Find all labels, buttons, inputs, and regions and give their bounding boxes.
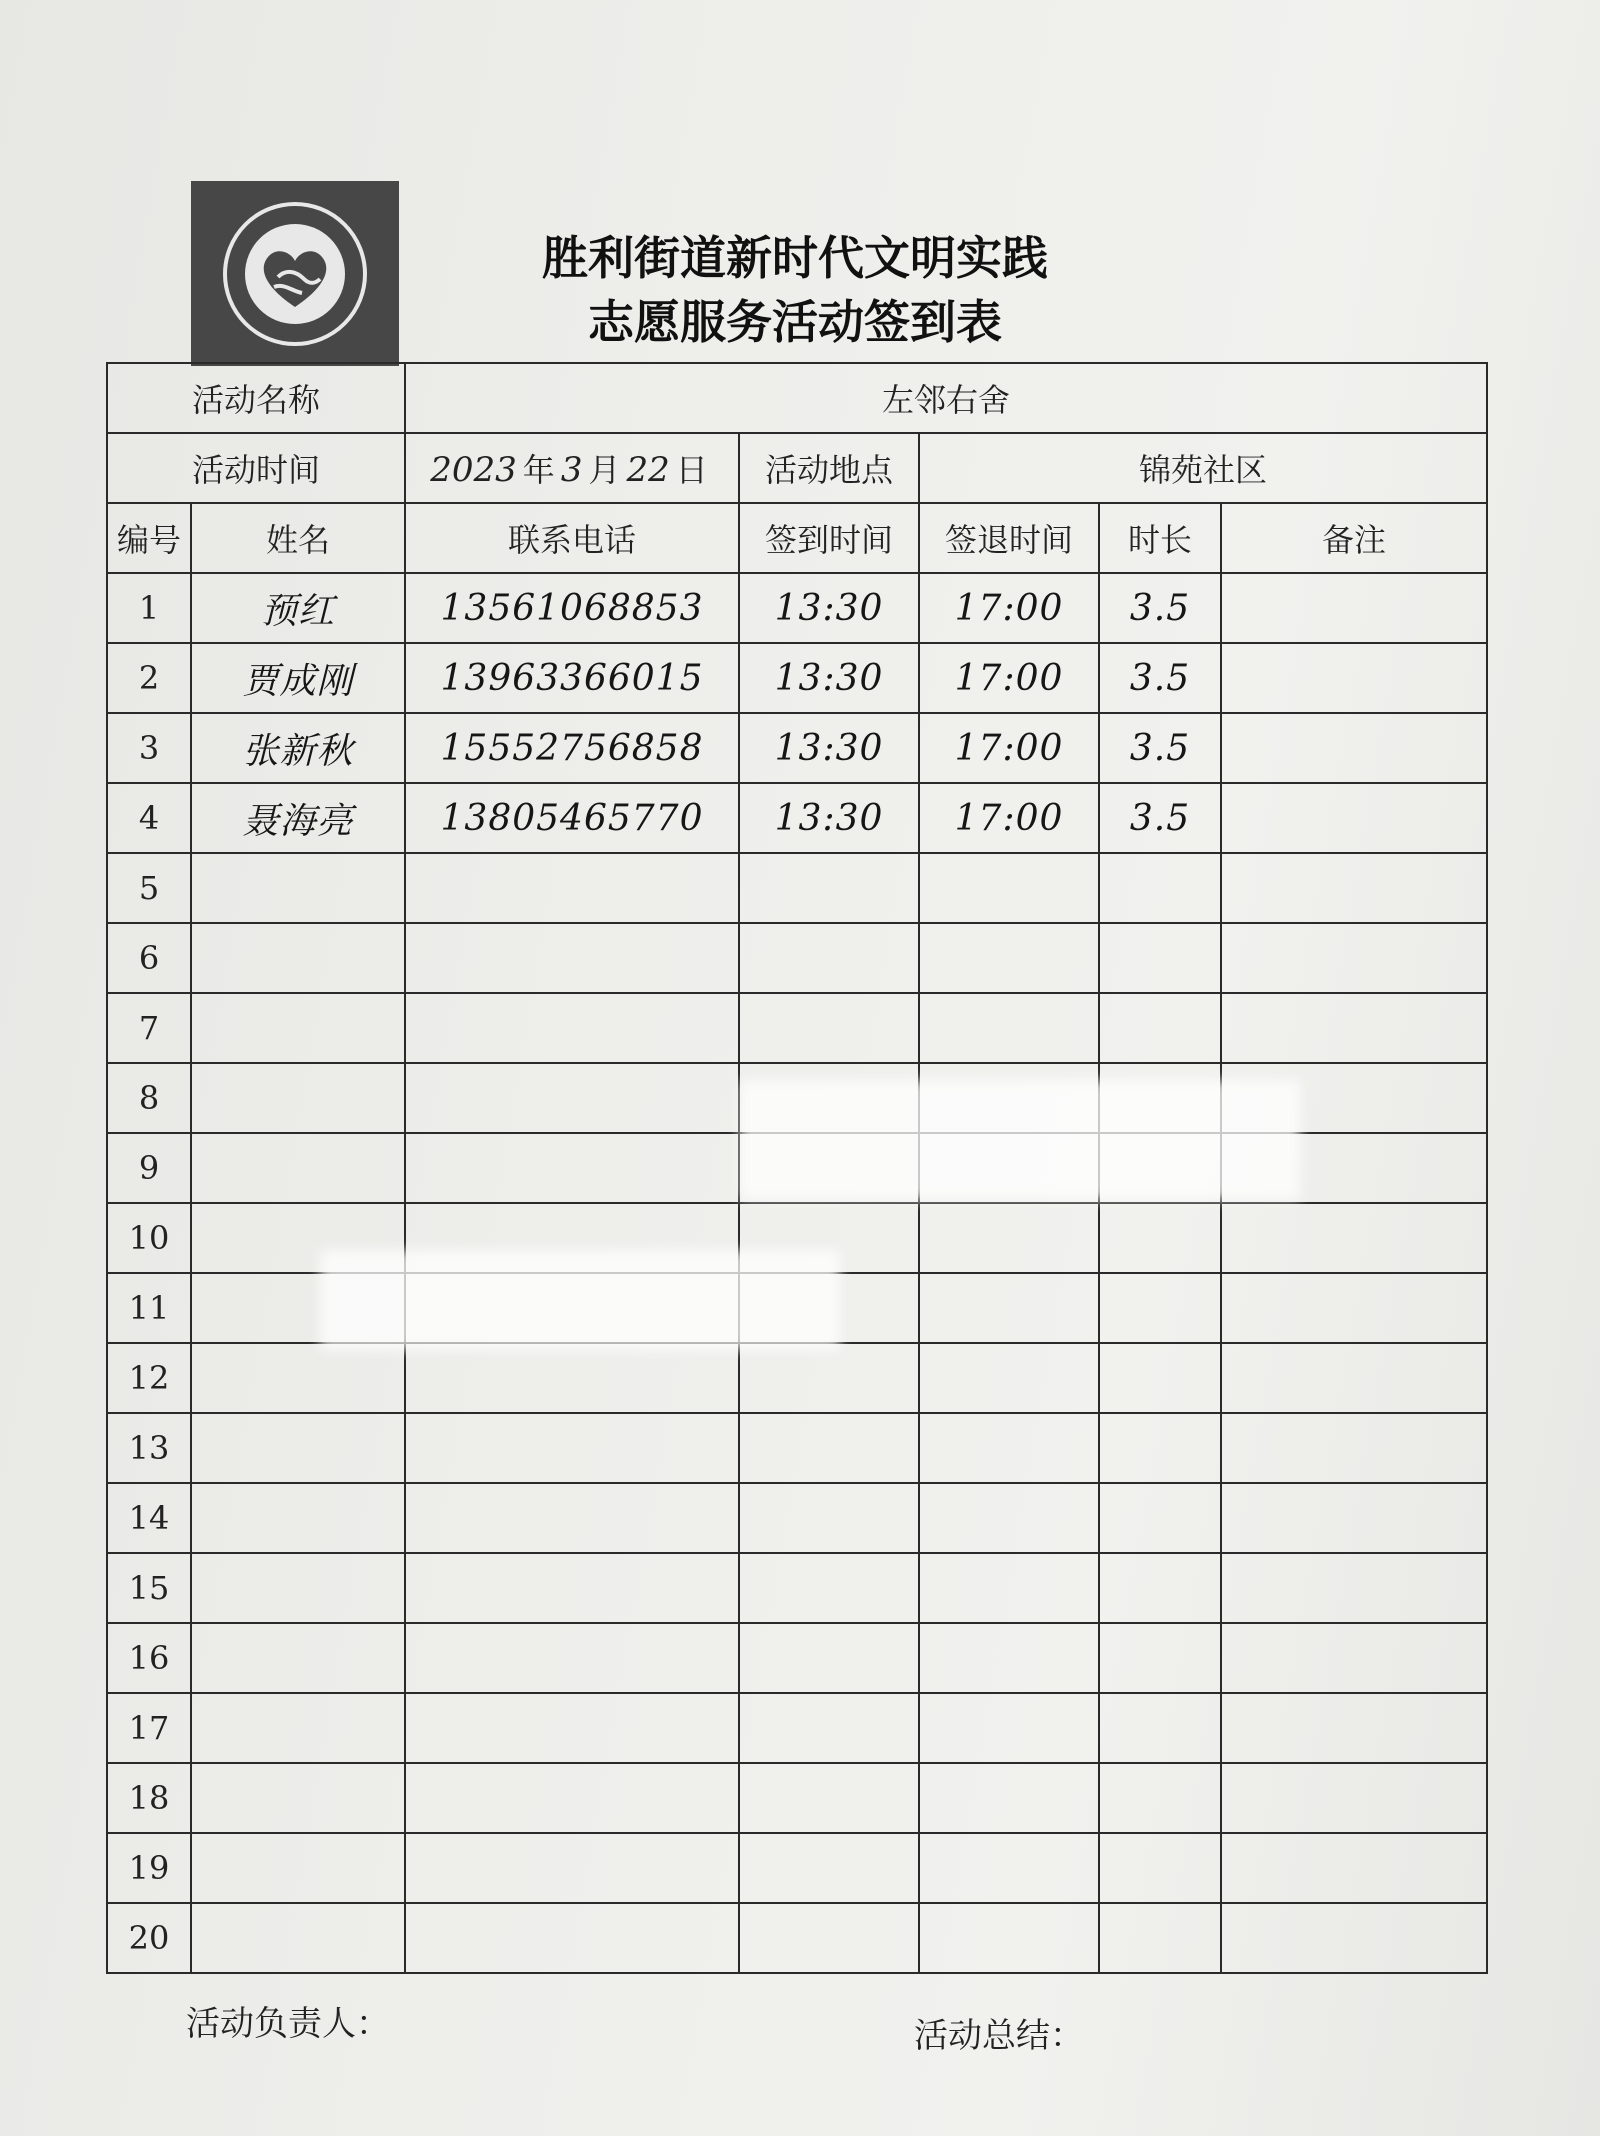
row-checkin-time-text: 13:30 bbox=[774, 797, 884, 839]
row-name[interactable] bbox=[191, 1833, 405, 1903]
row-number bbox=[107, 1063, 191, 1133]
table-row bbox=[107, 1623, 1487, 1693]
row-checkin-time[interactable] bbox=[739, 783, 919, 853]
row-number-text: 2 bbox=[138, 659, 160, 697]
row-duration[interactable] bbox=[1099, 1273, 1221, 1343]
row-checkout-time[interactable] bbox=[919, 1903, 1099, 1973]
activity-time-row bbox=[107, 433, 1487, 503]
row-name[interactable] bbox=[191, 1343, 405, 1413]
row-number bbox=[107, 1693, 191, 1763]
row-checkin-time[interactable] bbox=[739, 923, 919, 993]
activity-name-value[interactable]: 左邻右舍 bbox=[405, 363, 1487, 433]
col-header-checkin: 签到时间 bbox=[739, 503, 919, 573]
row-checkout-time[interactable] bbox=[919, 1763, 1099, 1833]
row-number-text: 20 bbox=[128, 1919, 170, 1957]
row-checkout-time[interactable] bbox=[919, 853, 1099, 923]
table-row bbox=[107, 923, 1487, 993]
row-number bbox=[107, 1833, 191, 1903]
row-checkin-time[interactable] bbox=[739, 1623, 919, 1693]
row-phone[interactable] bbox=[405, 573, 739, 643]
row-number-text: 16 bbox=[128, 1639, 170, 1677]
row-name[interactable] bbox=[191, 1623, 405, 1693]
row-duration[interactable] bbox=[1099, 713, 1221, 783]
table-row bbox=[107, 853, 1487, 923]
faded-area bbox=[740, 1080, 1300, 1200]
row-phone[interactable] bbox=[405, 1133, 739, 1203]
table-row bbox=[107, 1343, 1487, 1413]
activity-date-value[interactable] bbox=[405, 433, 739, 503]
col-header-phone: 联系电话 bbox=[405, 503, 739, 573]
row-phone[interactable] bbox=[405, 1483, 739, 1553]
row-checkin-time-text: 13:30 bbox=[774, 587, 884, 629]
row-name[interactable] bbox=[191, 853, 405, 923]
row-duration[interactable] bbox=[1099, 1483, 1221, 1553]
volunteer-logo bbox=[191, 181, 399, 366]
row-checkin-time[interactable] bbox=[739, 643, 919, 713]
row-name-text: 聂海亮 bbox=[242, 800, 354, 842]
row-phone[interactable] bbox=[405, 923, 739, 993]
row-checkin-time[interactable] bbox=[739, 573, 919, 643]
row-number bbox=[107, 713, 191, 783]
row-checkout-time-text: 17:00 bbox=[954, 657, 1064, 699]
date-year-unit: 年 bbox=[522, 451, 555, 489]
row-duration[interactable] bbox=[1099, 1693, 1221, 1763]
row-phone-text: 13561068853 bbox=[440, 587, 704, 629]
row-duration[interactable] bbox=[1099, 573, 1221, 643]
row-name[interactable] bbox=[191, 1763, 405, 1833]
row-duration[interactable] bbox=[1099, 853, 1221, 923]
date-day: 22 bbox=[626, 450, 670, 490]
row-note[interactable] bbox=[1221, 1553, 1487, 1623]
row-note[interactable] bbox=[1221, 1623, 1487, 1693]
row-phone[interactable] bbox=[405, 853, 739, 923]
table-row bbox=[107, 1763, 1487, 1833]
row-name[interactable] bbox=[191, 1903, 405, 1973]
row-number bbox=[107, 1133, 191, 1203]
heart-hands-icon bbox=[220, 199, 370, 349]
row-checkout-time[interactable] bbox=[919, 713, 1099, 783]
table-row bbox=[107, 713, 1487, 783]
row-name-text: 贾成刚 bbox=[242, 660, 354, 702]
row-number bbox=[107, 573, 191, 643]
row-number-text: 14 bbox=[128, 1499, 170, 1537]
row-duration[interactable] bbox=[1099, 1343, 1221, 1413]
table-row bbox=[107, 573, 1487, 643]
row-number-text: 10 bbox=[128, 1219, 170, 1257]
row-duration[interactable] bbox=[1099, 1833, 1221, 1903]
col-header-number: 编号 bbox=[107, 503, 191, 573]
row-note[interactable] bbox=[1221, 643, 1487, 713]
row-number bbox=[107, 1273, 191, 1343]
row-number bbox=[107, 1763, 191, 1833]
row-note[interactable] bbox=[1221, 1833, 1487, 1903]
row-name[interactable] bbox=[191, 643, 405, 713]
row-number-text: 12 bbox=[128, 1359, 170, 1397]
row-note[interactable] bbox=[1221, 713, 1487, 783]
row-phone[interactable] bbox=[405, 1623, 739, 1693]
page-title: 胜利街道新时代文明实践 bbox=[542, 231, 1048, 285]
row-number-text: 1 bbox=[138, 589, 160, 627]
row-checkin-time[interactable] bbox=[739, 1903, 919, 1973]
col-header-duration: 时长 bbox=[1099, 503, 1221, 573]
row-note[interactable] bbox=[1221, 853, 1487, 923]
row-number bbox=[107, 1553, 191, 1623]
row-checkout-time[interactable] bbox=[919, 643, 1099, 713]
row-duration[interactable] bbox=[1099, 1203, 1221, 1273]
date-day-unit: 日 bbox=[675, 451, 708, 489]
row-note[interactable] bbox=[1221, 923, 1487, 993]
row-number bbox=[107, 1903, 191, 1973]
row-checkout-time-text: 17:00 bbox=[954, 797, 1064, 839]
row-phone[interactable] bbox=[405, 1553, 739, 1623]
row-duration[interactable] bbox=[1099, 923, 1221, 993]
row-duration[interactable] bbox=[1099, 993, 1221, 1063]
row-note[interactable] bbox=[1221, 1693, 1487, 1763]
row-number-text: 5 bbox=[138, 869, 160, 907]
row-checkin-time[interactable] bbox=[739, 853, 919, 923]
row-note[interactable] bbox=[1221, 1413, 1487, 1483]
table-row bbox=[107, 643, 1487, 713]
row-phone[interactable] bbox=[405, 1693, 739, 1763]
row-phone-text: 13805465770 bbox=[440, 797, 704, 839]
row-duration-text: 3.5 bbox=[1129, 797, 1191, 839]
row-duration[interactable] bbox=[1099, 1413, 1221, 1483]
column-header-row bbox=[107, 503, 1487, 573]
row-checkout-time[interactable] bbox=[919, 1483, 1099, 1553]
row-duration[interactable] bbox=[1099, 1763, 1221, 1833]
row-checkin-time[interactable] bbox=[739, 713, 919, 783]
row-note[interactable] bbox=[1221, 1763, 1487, 1833]
table-row bbox=[107, 1413, 1487, 1483]
activity-name-label: 活动名称 bbox=[107, 363, 405, 433]
row-number-text: 19 bbox=[128, 1849, 170, 1887]
row-note[interactable] bbox=[1221, 783, 1487, 853]
table-row bbox=[107, 783, 1487, 853]
row-number bbox=[107, 643, 191, 713]
row-checkout-time[interactable] bbox=[919, 1273, 1099, 1343]
table-row bbox=[107, 1833, 1487, 1903]
row-checkin-time[interactable] bbox=[739, 993, 919, 1063]
row-checkin-time[interactable] bbox=[739, 1693, 919, 1763]
row-checkin-time[interactable] bbox=[739, 1553, 919, 1623]
row-phone[interactable] bbox=[405, 1343, 739, 1413]
col-header-checkout: 签退时间 bbox=[919, 503, 1099, 573]
col-header-note: 备注 bbox=[1221, 503, 1487, 573]
row-number bbox=[107, 1623, 191, 1693]
row-checkout-time[interactable] bbox=[919, 1693, 1099, 1763]
table-row bbox=[107, 1483, 1487, 1553]
row-phone[interactable] bbox=[405, 783, 739, 853]
row-checkout-time[interactable] bbox=[919, 923, 1099, 993]
row-name[interactable] bbox=[191, 993, 405, 1063]
row-note[interactable] bbox=[1221, 1903, 1487, 1973]
row-name[interactable] bbox=[191, 573, 405, 643]
row-number-text: 3 bbox=[138, 729, 160, 767]
activity-leader-label: 活动负责人： bbox=[186, 2004, 390, 2044]
row-number bbox=[107, 923, 191, 993]
row-name-text: 张新秋 bbox=[242, 730, 354, 772]
row-checkout-time[interactable] bbox=[919, 1553, 1099, 1623]
row-checkout-time[interactable] bbox=[919, 783, 1099, 853]
activity-location-value[interactable]: 锦苑社区 bbox=[919, 433, 1487, 503]
row-phone-text: 15552756858 bbox=[440, 727, 704, 769]
page-subtitle: 志愿服务活动签到表 bbox=[588, 295, 1002, 349]
row-number-text: 11 bbox=[128, 1289, 170, 1327]
row-checkout-time[interactable] bbox=[919, 573, 1099, 643]
row-note[interactable] bbox=[1221, 1483, 1487, 1553]
row-number bbox=[107, 783, 191, 853]
faded-area bbox=[320, 1250, 840, 1350]
row-checkin-time-text: 13:30 bbox=[774, 657, 884, 699]
row-checkin-time[interactable] bbox=[739, 1343, 919, 1413]
row-checkin-time[interactable] bbox=[739, 1833, 919, 1903]
row-phone[interactable] bbox=[405, 1413, 739, 1483]
row-checkout-time[interactable] bbox=[919, 993, 1099, 1063]
row-checkout-time[interactable] bbox=[919, 1203, 1099, 1273]
row-number-text: 4 bbox=[138, 799, 160, 837]
row-duration-text: 3.5 bbox=[1129, 727, 1191, 769]
table-row bbox=[107, 1693, 1487, 1763]
row-number-text: 6 bbox=[138, 939, 160, 977]
table-row bbox=[107, 1553, 1487, 1623]
row-name[interactable] bbox=[191, 1553, 405, 1623]
row-phone[interactable] bbox=[405, 713, 739, 783]
row-duration[interactable] bbox=[1099, 643, 1221, 713]
row-duration-text: 3.5 bbox=[1129, 587, 1191, 629]
activity-summary-label: 活动总结： bbox=[914, 2016, 1084, 2056]
col-header-name: 姓名 bbox=[191, 503, 405, 573]
row-number-text: 9 bbox=[138, 1149, 160, 1187]
row-checkout-time[interactable] bbox=[919, 1833, 1099, 1903]
row-number bbox=[107, 993, 191, 1063]
row-name[interactable] bbox=[191, 1483, 405, 1553]
row-checkin-time[interactable] bbox=[739, 1483, 919, 1553]
row-number-text: 8 bbox=[138, 1079, 160, 1117]
row-checkout-time[interactable] bbox=[919, 1623, 1099, 1693]
row-duration[interactable] bbox=[1099, 783, 1221, 853]
row-duration-text: 3.5 bbox=[1129, 657, 1191, 699]
date-month-unit: 月 bbox=[588, 451, 621, 489]
row-number bbox=[107, 853, 191, 923]
row-name[interactable] bbox=[191, 1133, 405, 1203]
activity-time-label: 活动时间 bbox=[107, 433, 405, 503]
row-note[interactable] bbox=[1221, 573, 1487, 643]
row-number bbox=[107, 1203, 191, 1273]
row-checkin-time[interactable] bbox=[739, 1413, 919, 1483]
row-number-text: 18 bbox=[128, 1779, 170, 1817]
date-month: 3 bbox=[560, 450, 583, 490]
row-phone-text: 13963366015 bbox=[440, 657, 704, 699]
date-year: 2023 bbox=[430, 450, 517, 490]
table-row bbox=[107, 993, 1487, 1063]
row-phone[interactable] bbox=[405, 1903, 739, 1973]
row-note[interactable] bbox=[1221, 1273, 1487, 1343]
activity-name-row bbox=[107, 363, 1487, 433]
row-name[interactable] bbox=[191, 1413, 405, 1483]
row-name[interactable] bbox=[191, 1693, 405, 1763]
row-phone[interactable] bbox=[405, 1063, 739, 1133]
row-duration[interactable] bbox=[1099, 1903, 1221, 1973]
row-number-text: 7 bbox=[138, 1009, 160, 1047]
row-number-text: 13 bbox=[128, 1429, 170, 1467]
row-phone[interactable] bbox=[405, 993, 739, 1063]
row-number bbox=[107, 1483, 191, 1553]
row-checkout-time-text: 17:00 bbox=[954, 587, 1064, 629]
row-checkout-time-text: 17:00 bbox=[954, 727, 1064, 769]
row-checkout-time[interactable] bbox=[919, 1413, 1099, 1483]
row-phone[interactable] bbox=[405, 1833, 739, 1903]
row-checkin-time-text: 13:30 bbox=[774, 727, 884, 769]
row-number bbox=[107, 1343, 191, 1413]
row-name[interactable] bbox=[191, 1063, 405, 1133]
row-note[interactable] bbox=[1221, 993, 1487, 1063]
row-duration[interactable] bbox=[1099, 1553, 1221, 1623]
row-name[interactable] bbox=[191, 783, 405, 853]
row-name[interactable] bbox=[191, 713, 405, 783]
row-number-text: 15 bbox=[128, 1569, 170, 1607]
row-checkin-time[interactable] bbox=[739, 1763, 919, 1833]
row-note[interactable] bbox=[1221, 1203, 1487, 1273]
row-number-text: 17 bbox=[128, 1709, 170, 1747]
row-phone[interactable] bbox=[405, 643, 739, 713]
row-phone[interactable] bbox=[405, 1763, 739, 1833]
row-number bbox=[107, 1413, 191, 1483]
row-duration[interactable] bbox=[1099, 1623, 1221, 1693]
row-name-text: 预红 bbox=[261, 590, 336, 632]
activity-location-label: 活动地点 bbox=[739, 433, 919, 503]
row-note[interactable] bbox=[1221, 1343, 1487, 1413]
row-checkout-time[interactable] bbox=[919, 1343, 1099, 1413]
table-row bbox=[107, 1903, 1487, 1973]
row-name[interactable] bbox=[191, 923, 405, 993]
